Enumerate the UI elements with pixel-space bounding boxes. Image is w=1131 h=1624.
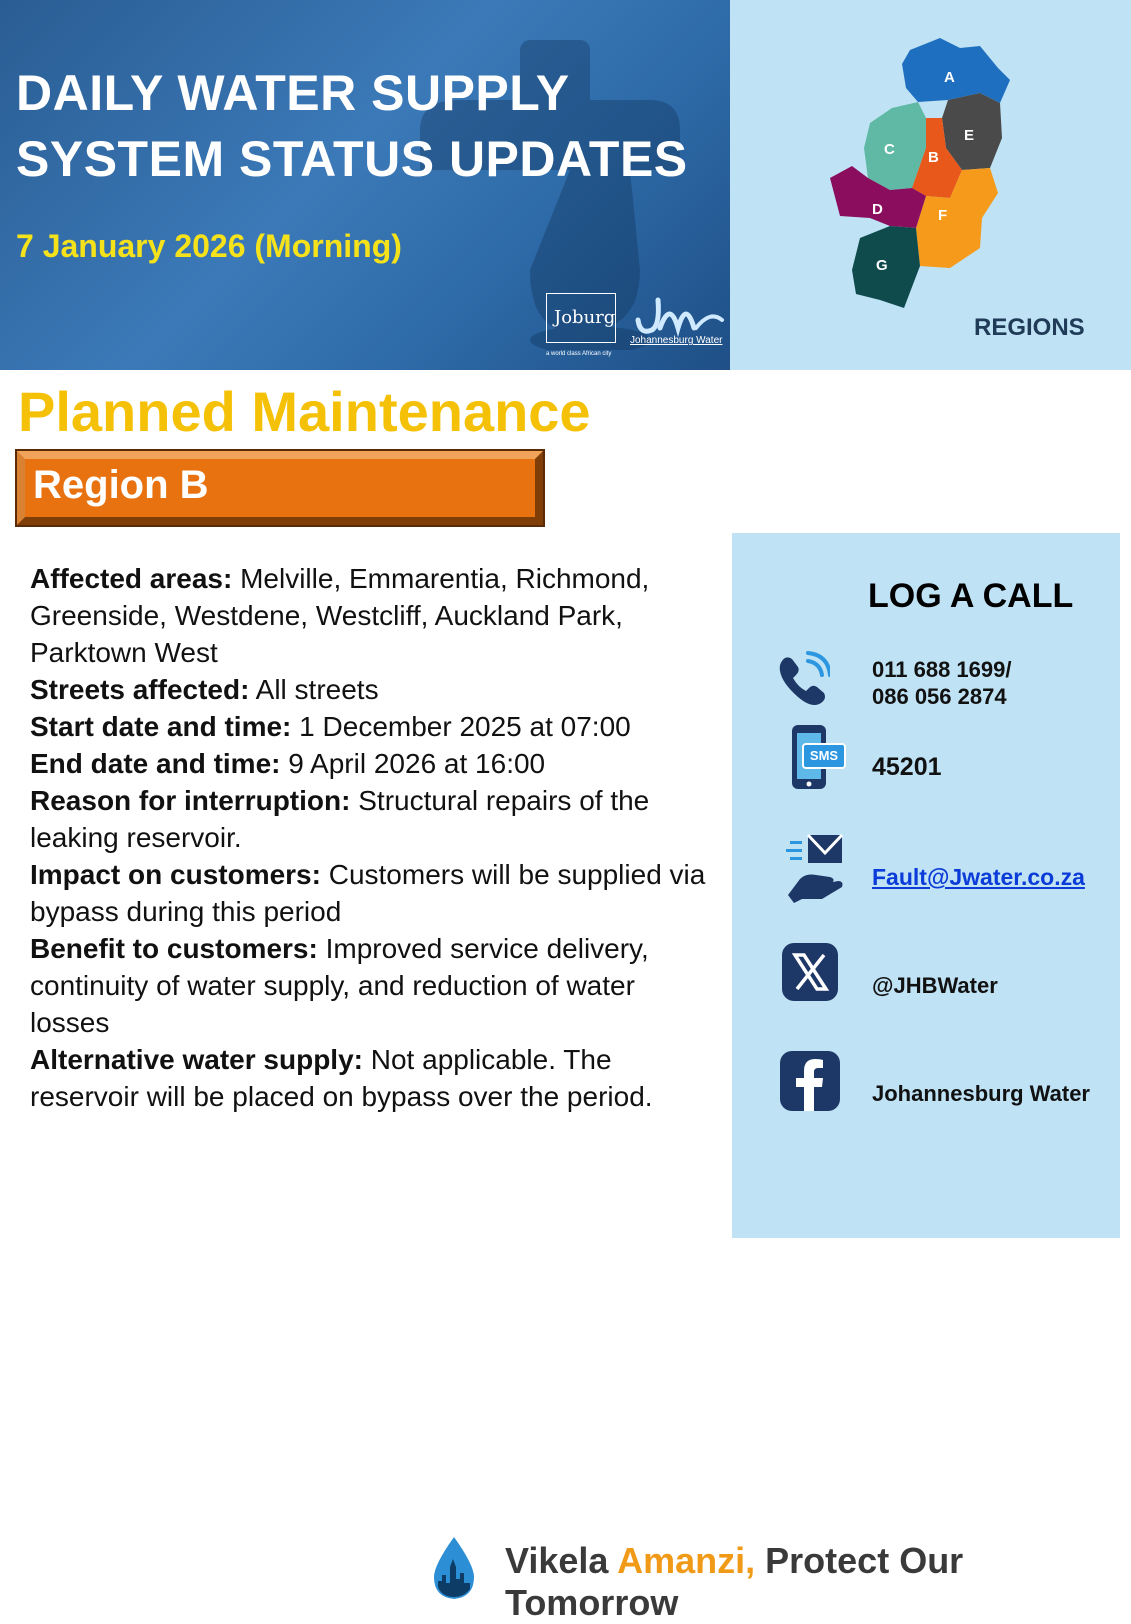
region-a-shape — [902, 38, 1010, 103]
facebook-icon — [780, 1051, 840, 1111]
log-a-call-panel — [732, 533, 1120, 1238]
footer-slogan — [505, 1540, 1131, 1624]
detail-label: Benefit to customers: — [30, 933, 318, 964]
email-hand-icon — [782, 833, 846, 903]
title-line-1: DAILY WATER SUPPLY — [16, 65, 570, 121]
log-a-call-title: LOG A CALL — [868, 577, 1074, 615]
email-link[interactable]: Fault@Jwater.co.za — [872, 864, 1085, 890]
detail-label: Impact on customers: — [30, 859, 321, 890]
detail-benefit — [30, 930, 710, 1041]
sms-badge: SMS — [802, 743, 846, 769]
page-title — [16, 60, 688, 192]
phone-number-2[interactable]: 086 056 2874 — [872, 684, 1007, 709]
detail-value: Structural repairs of the leaking reservoir. — [30, 785, 650, 853]
regions-label: REGIONS — [974, 314, 1085, 341]
region-label-b: B — [928, 149, 939, 166]
detail-value: All streets — [249, 674, 379, 705]
detail-value: 9 April 2026 at 16:00 — [280, 748, 546, 779]
detail-streets — [30, 671, 710, 708]
detail-start — [30, 708, 710, 745]
slogan-rest: Protect Our Tomorrow — [505, 1540, 964, 1623]
region-label-f: F — [938, 207, 948, 224]
detail-impact — [30, 856, 710, 930]
update-date: 7 January 2026 (Morning) — [16, 228, 402, 264]
joburg-logo — [546, 293, 620, 345]
detail-label: Reason for interruption: — [30, 785, 351, 816]
facebook-page[interactable]: Johannesburg Water — [872, 1081, 1090, 1106]
joburg-logo-word: Joburg — [554, 307, 616, 328]
title-line-2: SYSTEM STATUS UPDATES — [16, 131, 688, 187]
detail-value: 1 December 2025 at 07:00 — [291, 711, 631, 742]
detail-label: Alternative water supply: — [30, 1044, 363, 1075]
header-banner — [0, 0, 730, 370]
region-banner — [17, 451, 543, 525]
detail-label: Start date and time: — [30, 711, 292, 742]
detail-value: Not applicable. The reservoir will be placed on bypass over the period. — [30, 1044, 653, 1112]
detail-label: End date and time: — [30, 748, 281, 779]
maintenance-details — [30, 560, 710, 1115]
detail-value: Customers will be supplied via bypass during this period — [30, 859, 706, 927]
johannesburg-water-logo-label: Johannesburg Water — [630, 335, 723, 346]
detail-end — [30, 745, 710, 782]
section-title: Planned Maintenance — [18, 380, 591, 443]
slogan-word-1: Vikela — [505, 1540, 609, 1581]
x-twitter-icon — [782, 943, 838, 1001]
detail-label: Streets affected: — [30, 674, 250, 705]
detail-alternative — [30, 1041, 710, 1115]
phone-number-1[interactable]: 011 688 1699/ — [872, 657, 1012, 682]
detail-reason — [30, 782, 710, 856]
regions-panel — [730, 0, 1131, 370]
detail-value: Improved service delivery, continuity of water supply, and reduction of water losses — [30, 933, 649, 1038]
detail-label: Affected areas: — [30, 563, 233, 594]
region-label-e: E — [964, 127, 975, 144]
regions-map — [830, 38, 1030, 318]
region-name: Region B — [33, 463, 209, 507]
sms-number[interactable]: 45201 — [872, 753, 942, 781]
x-handle[interactable]: @JHBWater — [872, 973, 998, 998]
slogan-word-2: Amanzi, — [617, 1540, 756, 1581]
joburg-tagline: a world class African city — [546, 351, 612, 357]
detail-affected-areas — [30, 560, 710, 671]
region-label-c: C — [884, 141, 895, 158]
detail-value: Melville, Emmarentia, Richmond, Greenside, Westdene, Westcliff, Auckland Park, Parktown West — [30, 563, 650, 668]
water-drop-skyline-icon — [430, 1537, 478, 1600]
phone-icon — [774, 651, 830, 707]
region-label-a: A — [944, 69, 955, 86]
region-label-d: D — [872, 201, 883, 218]
region-label-g: G — [876, 257, 888, 274]
